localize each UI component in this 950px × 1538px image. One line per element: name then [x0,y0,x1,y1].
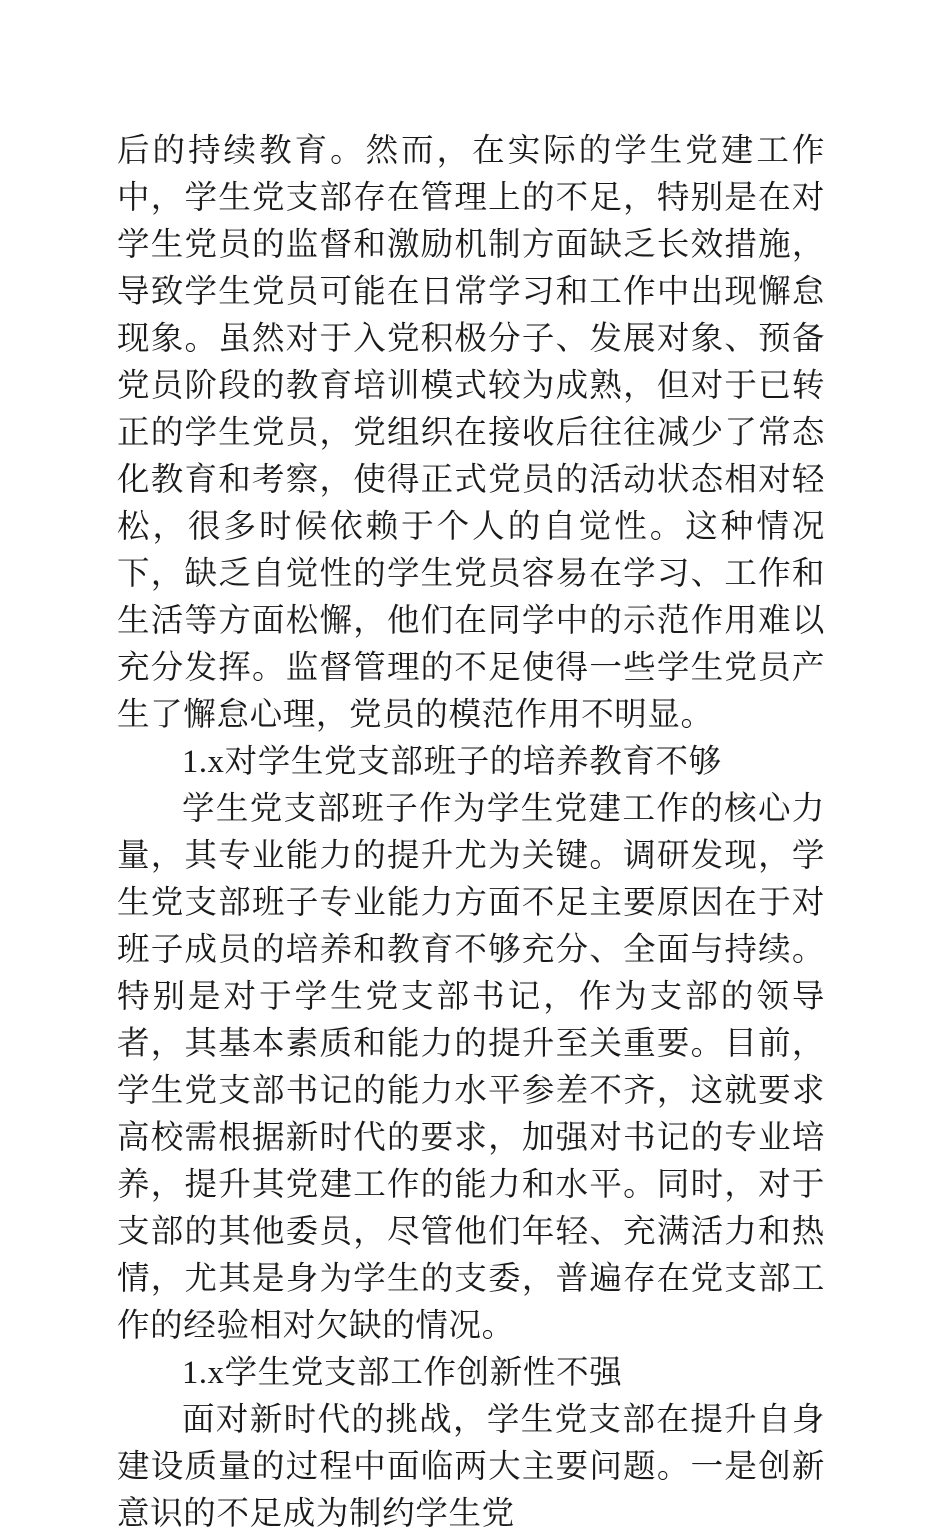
heading-branch-innovation: 1.x学生党支部工作创新性不强 [182,1355,623,1391]
page-body [117,128,825,1538]
paragraph-branch-team-capability: 学生党支部班子作为学生党建工作的核心力量，其专业能力的提升尤为关键。调研发现，学生党支部班子专业能力方面不足主要原因在于对班子成员的培养和教育不够充分、全面与持续。特别是对于学生党支部书记，作为支部的领导者，其基本素质和能力的提升至关重要。目前，学生党支部书记的能力水平参差不齐，这就要求高校需根据新时代的要求，加强对书记的专业培养，提升其党建工作的能力和水平。同时，对于支部的其他委员，尽管他们年轻、充满活力和热情，尤其是身为学生的支委，普遍存在党支部工作的经验相对欠缺的情况。 [117,791,825,1344]
heading-branch-team-training: 1.x对学生党支部班子的培养教育不够 [182,744,722,780]
paragraph-innovation-challenges: 面对新时代的挑战，学生党支部在提升自身建设质量的过程中面临两大主要问题。一是创新意识的不足成为制约学生党 [117,1402,825,1532]
paragraph-continued-management: 后的持续教育。然而，在实际的学生党建工作中，学生党支部存在管理上的不足，特别是在对学生党员的监督和激励机制方面缺乏长效措施，导致学生党员可能在日常学习和工作中出现懈怠现象。虽然对于入党积极分子、发展对象、预备党员阶段的教育培训模式较为成熟，但对于已转正的学生党员，党组织在接收后往往减少了常态化教育和考察，使得正式党员的活动状态相对轻松，很多时候依赖于个人的自觉性。这种情况下，缺乏自觉性的学生党员容易在学习、工作和生活等方面松懈，他们在同学中的示范作用难以充分发挥。监督管理的不足使得一些学生党员产生了懈怠心理，党员的模范作用不明显。 [117,133,825,733]
